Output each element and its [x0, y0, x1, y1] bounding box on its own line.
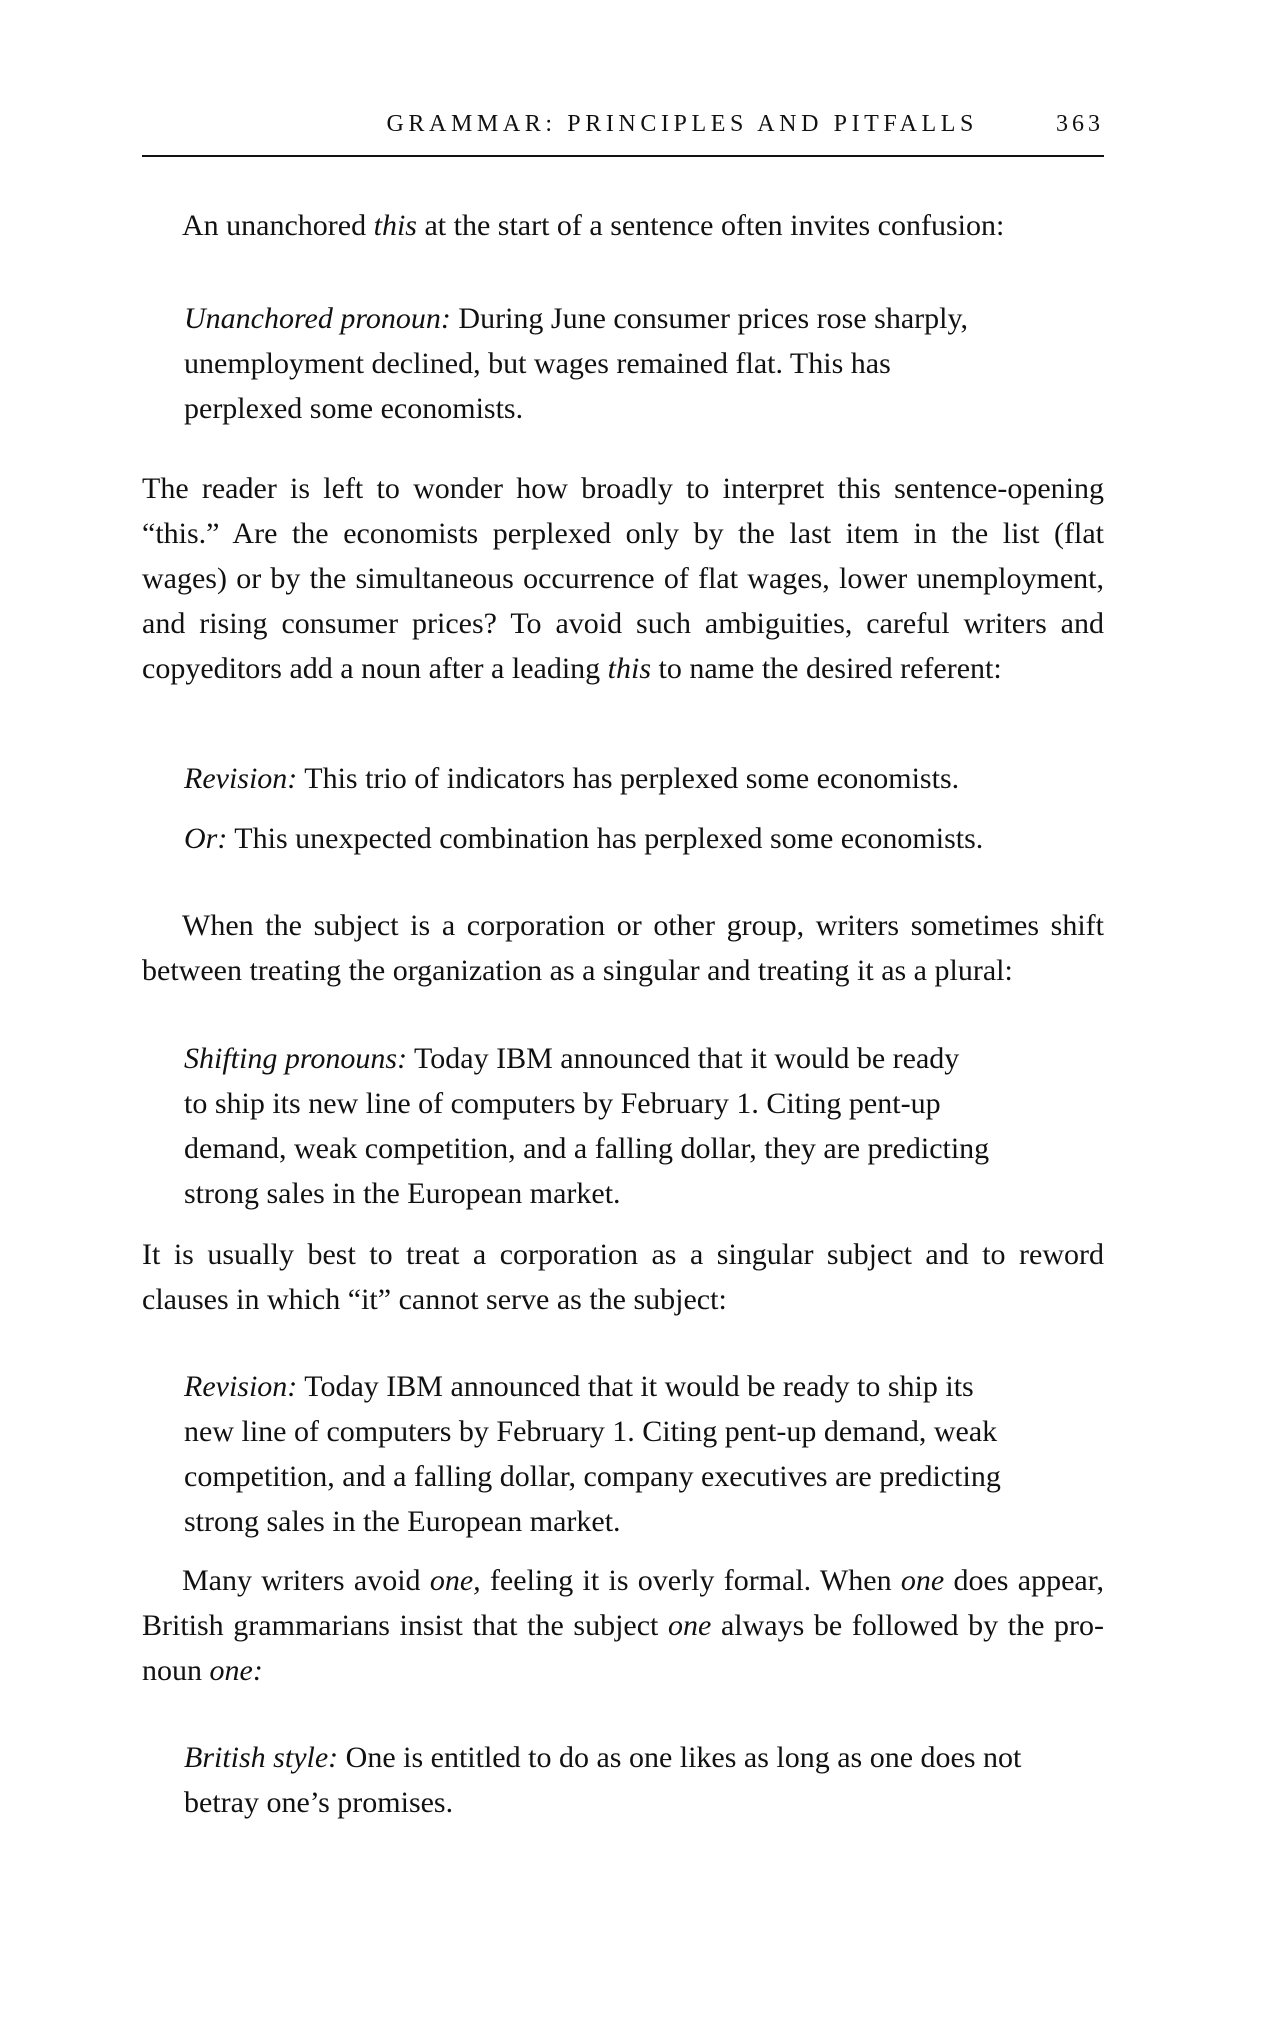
example-line: betray one’s promises.	[184, 1786, 454, 1819]
example-line: to ship its new line of computers by February 1. Citing pent-up	[184, 1087, 941, 1120]
paragraph-corporation-subject	[142, 903, 1104, 993]
example-line: strong sales in the European market.	[184, 1505, 621, 1538]
example-line	[184, 1036, 1084, 1081]
example-unanchored-pronoun	[184, 296, 1084, 431]
example-revision-2	[184, 1364, 1084, 1544]
text: to name the desired referent:	[651, 652, 1002, 685]
example-shifting-pronouns	[184, 1036, 1084, 1216]
paragraph-unanchored-this	[142, 203, 1104, 248]
example-british-style	[184, 1735, 1084, 1825]
example-line: strong sales in the European market.	[184, 1177, 621, 1210]
emphasis: this	[373, 209, 417, 242]
example-revision-1	[184, 756, 1084, 801]
example-line	[184, 816, 1084, 861]
text: at the start of a sentence often invites confusion:	[416, 209, 1005, 242]
example-text: One is entitled to do as one likes as long as one does not	[338, 1741, 1022, 1774]
example-text: Today IBM announced that it would be ready to ship its	[297, 1370, 974, 1403]
example-label: Revision:	[184, 1370, 298, 1403]
example-line: new line of computers by February 1. Citing pent-up demand, weak	[184, 1415, 998, 1448]
example-line	[184, 296, 1084, 341]
emphasis: one,	[429, 1564, 481, 1597]
example-label: Or:	[184, 822, 228, 855]
emphasis: this	[607, 652, 652, 685]
example-label: Shifting pronouns:	[184, 1042, 408, 1075]
text: It is usually best to treat a corporation as a singular subject and to reword clauses in which “it” cannot serve as the subject:	[142, 1238, 1104, 1316]
example-line	[184, 1735, 1084, 1780]
example-line: perplexed some economists.	[184, 392, 524, 425]
text: Many writers avoid	[182, 1564, 430, 1597]
text: does appear, British grammarians insist that the subject	[142, 1564, 1104, 1642]
paragraph-treat-as-singular	[142, 1232, 1104, 1322]
emphasis: one	[668, 1609, 712, 1642]
example-label: Unanchored pronoun:	[184, 302, 451, 335]
emphasis: one:	[209, 1654, 263, 1687]
paragraph-reader-left-to-wonder	[142, 466, 1104, 691]
example-line	[184, 756, 1084, 801]
text: The reader is left to wonder how broadly to interpret this sentence-opening “this.” Are the economists perplexed only by the last item in the list (flat wages) or by the simultaneous occurrence of flat wages, lower unemployment, and rising consumer prices? To avoid such ambiguities, careful writers and copyeditors add a noun after a leading	[142, 472, 1104, 685]
text: An unanchored	[182, 209, 374, 242]
paragraph-avoid-one	[142, 1558, 1104, 1693]
page-number: 363	[1056, 111, 1104, 137]
example-line: unemployment declined, but wages remained flat. This has	[184, 347, 891, 380]
example-text: This unexpected combination has perplexed some economists.	[227, 822, 984, 855]
example-line	[184, 1364, 1084, 1409]
running-head	[142, 111, 1104, 157]
example-text: Today IBM announced that it would be ready	[407, 1042, 960, 1075]
example-line: competition, and a falling dollar, company executives are predicting	[184, 1460, 1001, 1493]
example-label: Revision:	[184, 762, 298, 795]
text: feeling it is overly formal. When	[480, 1564, 901, 1597]
example-label: British style:	[184, 1741, 339, 1774]
running-head-title: GRAMMAR: PRINCIPLES AND PITFALLS	[386, 111, 978, 137]
text: always be followed by the pronoun	[142, 1609, 1104, 1687]
text: When the subject is a corporation or other group, writers sometimes shift between treating the organization as a singular and treating it as a plural:	[142, 909, 1104, 987]
example-text: During June consumer prices rose sharply,	[450, 302, 969, 335]
example-text: This trio of indicators has perplexed some economists.	[297, 762, 960, 795]
example-line: demand, weak competition, and a falling dollar, they are predicting	[184, 1132, 990, 1165]
example-or	[184, 816, 1084, 861]
emphasis: one	[900, 1564, 945, 1597]
